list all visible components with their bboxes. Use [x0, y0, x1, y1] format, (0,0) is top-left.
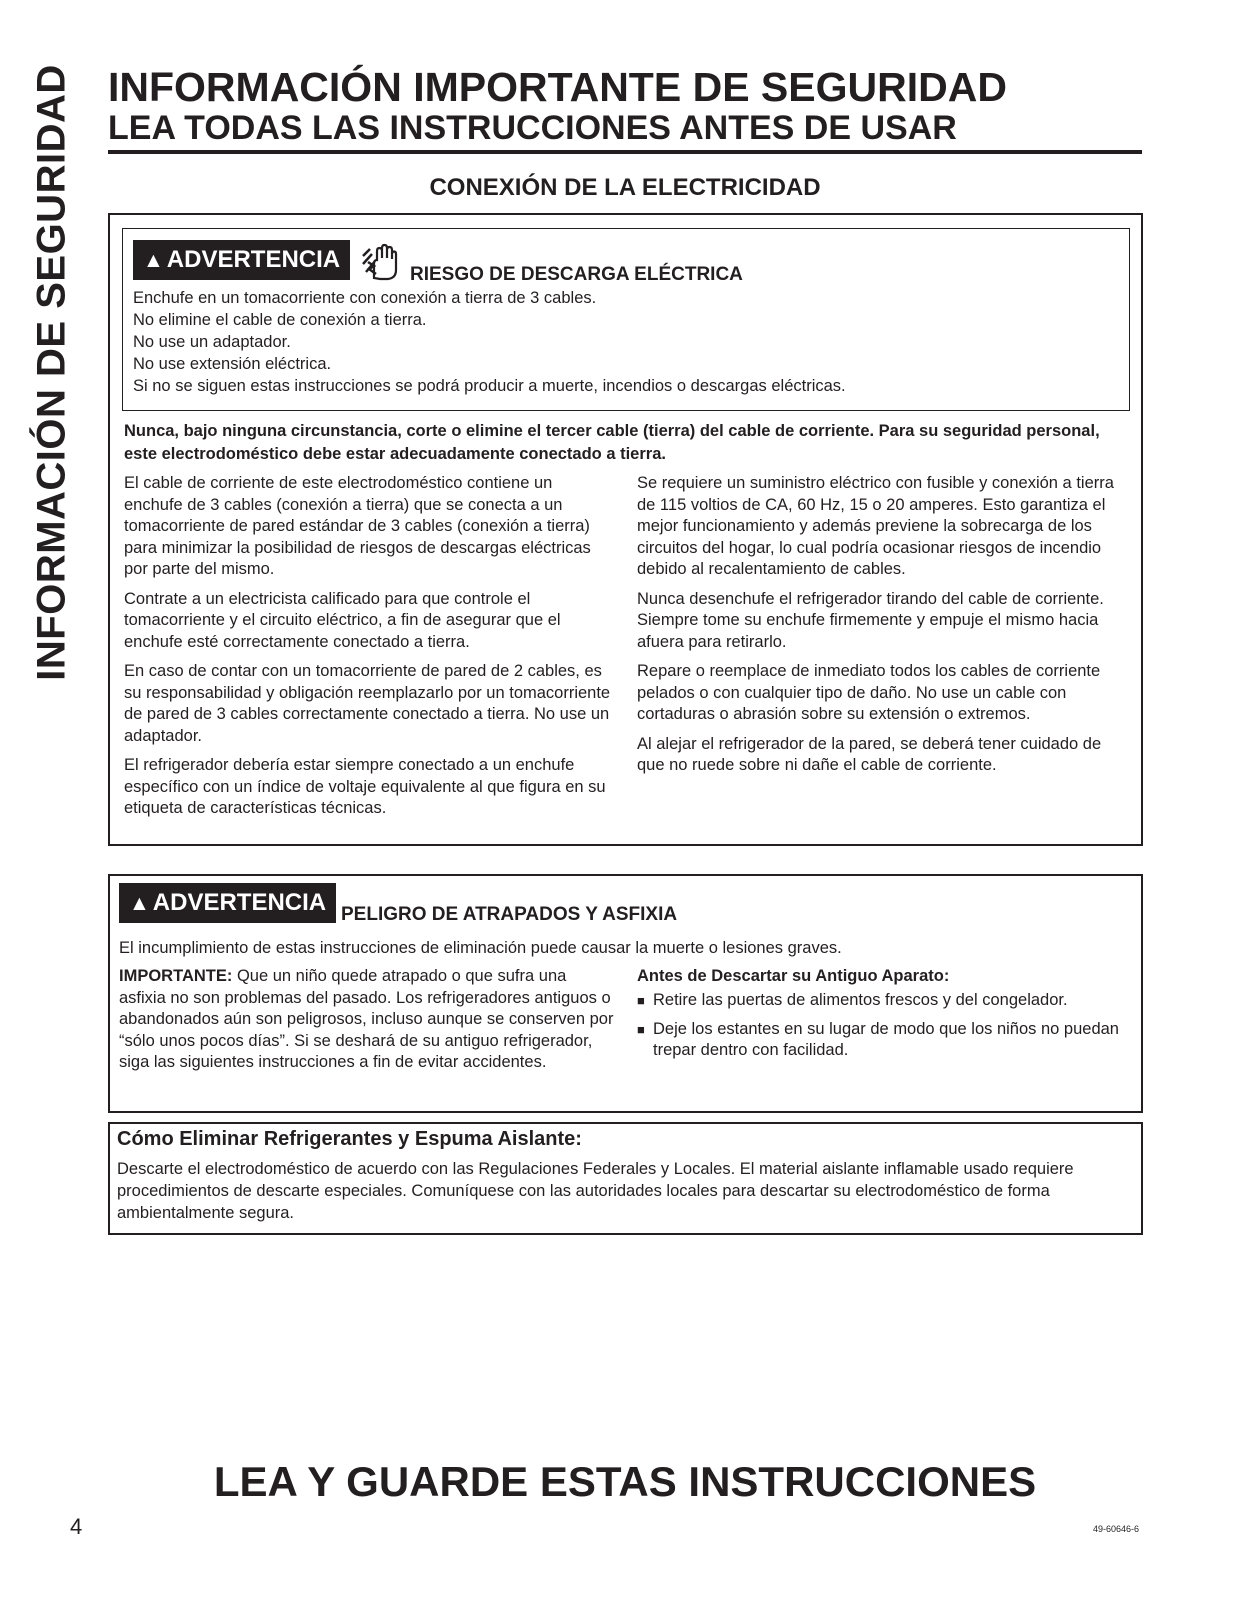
important-label: IMPORTANTE:	[119, 967, 233, 985]
warning-line: Enchufe en un tomacorriente con conexión a tierra de 3 cables.	[133, 289, 597, 307]
paragraph: Nunca desenchufe el refrigerador tirando del cable de corriente. Siempre tome su enchufe firmemente y empuje el mismo hacia afuera para retirarlo.	[637, 589, 1104, 651]
electrical-left-column	[124, 473, 612, 828]
paragraph: El cable de corriente de este electrodoméstico contiene un enchufe de 3 cables (conexión a tierra) que se conecta a un tomacorriente de pared estándar de 3 cables (conexión a tierra) para minimizar la posibilidad de riesgos de descargas eléctricas por parte del mismo.	[124, 474, 591, 578]
shock-risk-title: RIESGO DE DESCARGA ELÉCTRICA	[410, 264, 743, 285]
page-subtitle: LEA TODAS LAS INSTRUCCIONES ANTES DE USAR	[108, 109, 957, 147]
warning-badge: ▲ ADVERTENCIA	[133, 240, 350, 280]
bullet-icon: ■	[637, 992, 645, 1008]
important-paragraph: IMPORTANTE: Que un niño quede atrapado o que sufra una asfixia no son problemas del pasado. Los refrigeradores antiguos o abandonados aún son peligrosos, incluso aunque se conserven por “sólo unos pocos días”. Si se deshará de su antiguo refrigerador, siga las siguientes instrucciones a fin de evitar accidentes.	[119, 967, 614, 1071]
disposal-text: Descarte el electrodoméstico de acuerdo con las Regulaciones Federales y Locales. El material aislante inflamable usado requiere procedimientos de descarte especiales. Comuníquese con las autoridades locales para descartar su electrodoméstico de forma ambientalmente segura.	[117, 1160, 1074, 1222]
entrapment-title: PELIGRO DE ATRAPADOS Y ASFIXIA	[341, 904, 678, 925]
warning-line: No use un adaptador.	[133, 333, 291, 351]
paragraph: Contrate a un electricista calificado para que controle el tomacorriente y el circuito eléctrico, a fin de asegurar que el enchufe esté correctamente conectado a tierra.	[124, 589, 561, 651]
side-title: INFORMACIÓN DE SEGURIDAD	[29, 63, 74, 681]
warning-line: Si no se siguen estas instrucciones se podrá producir a muerte, incendios o descargas eléctricas.	[133, 377, 846, 395]
header-rule	[108, 150, 1142, 154]
before-disposal-title: Antes de Descartar su Antiguo Aparato:	[637, 967, 950, 985]
document-code: 49-60646-6	[1092, 1524, 1139, 1534]
electric-shock-hand-icon	[360, 242, 400, 282]
warning-triangle-icon: ▲	[143, 249, 164, 272]
list-item: ■ Deje los estantes en su lugar de modo que los niños no puedan trepar dentro con facilidad.	[637, 1019, 1133, 1062]
warning-line: No use extensión eléctrica.	[133, 355, 332, 373]
entrapment-intro: El incumplimiento de estas instrucciones de eliminación puede causar la muerte o lesiones graves.	[119, 939, 842, 957]
page-title: INFORMACIÓN IMPORTANTE DE SEGURIDAD	[108, 64, 1007, 110]
list-item: ■ Retire las puertas de alimentos frescos y del congelador.	[637, 990, 1133, 1012]
page-header	[108, 66, 1142, 148]
paragraph: Al alejar el refrigerador de la pared, se deberá tener cuidado de que no ruede sobre ni dañe el cable de corriente.	[637, 734, 1102, 774]
shock-warning-lines	[133, 287, 846, 397]
paragraph: En caso de contar con un tomacorriente de pared de 2 cables, es su responsabilidad y obligación reemplazarlo por un tomacorriente de pared de 3 cables correctamente conectado a tierra. No use un adaptador.	[124, 662, 611, 745]
page-number: 4	[70, 1514, 83, 1539]
footer-title: LEA Y GUARDE ESTAS INSTRUCCIONES	[213, 1458, 1037, 1505]
paragraph: El refrigerador debería estar siempre conectado a un enchufe específico con un índice de voltaje equivalente al que figura en su etiqueta de características técnicas.	[124, 756, 606, 817]
disposal-title: Cómo Eliminar Refrigerantes y Espuma Aislante:	[117, 1128, 582, 1150]
paragraph: Se requiere un suministro eléctrico con fusible y conexión a tierra de 115 voltios de CA, 60 Hz, 15 o 20 amperes. Esto garantiza el mejor funcionamiento y además previene la sobrecarga de los circuitos del hogar, lo cual podría ocasionar riesgos de incendio debido al recalentamiento de cables.	[637, 474, 1114, 578]
bullet-icon: ■	[637, 1021, 645, 1037]
warning-badge: ▲ ADVERTENCIA	[119, 883, 336, 923]
electrical-right-column	[637, 473, 1127, 785]
before-disposal-column	[637, 966, 1133, 1062]
section-title: CONEXIÓN DE LA ELECTRICIDAD	[429, 174, 821, 201]
grounding-intro: Nunca, bajo ninguna circunstancia, corte o elimine el tercer cable (tierra) del cable de corriente. Para su seguridad personal, este electrodoméstico debe estar adecuadamente conectado a tierra.	[124, 422, 1100, 463]
paragraph: Repare o reemplace de inmediato todos los cables de corriente pelados o con cualquier tipo de daño. No use un cable con cortaduras o abrasión sobre su extensión o extremos.	[637, 662, 1101, 723]
warning-triangle-icon: ▲	[129, 892, 150, 915]
warning-line: No elimine el cable de conexión a tierra.	[133, 311, 427, 329]
